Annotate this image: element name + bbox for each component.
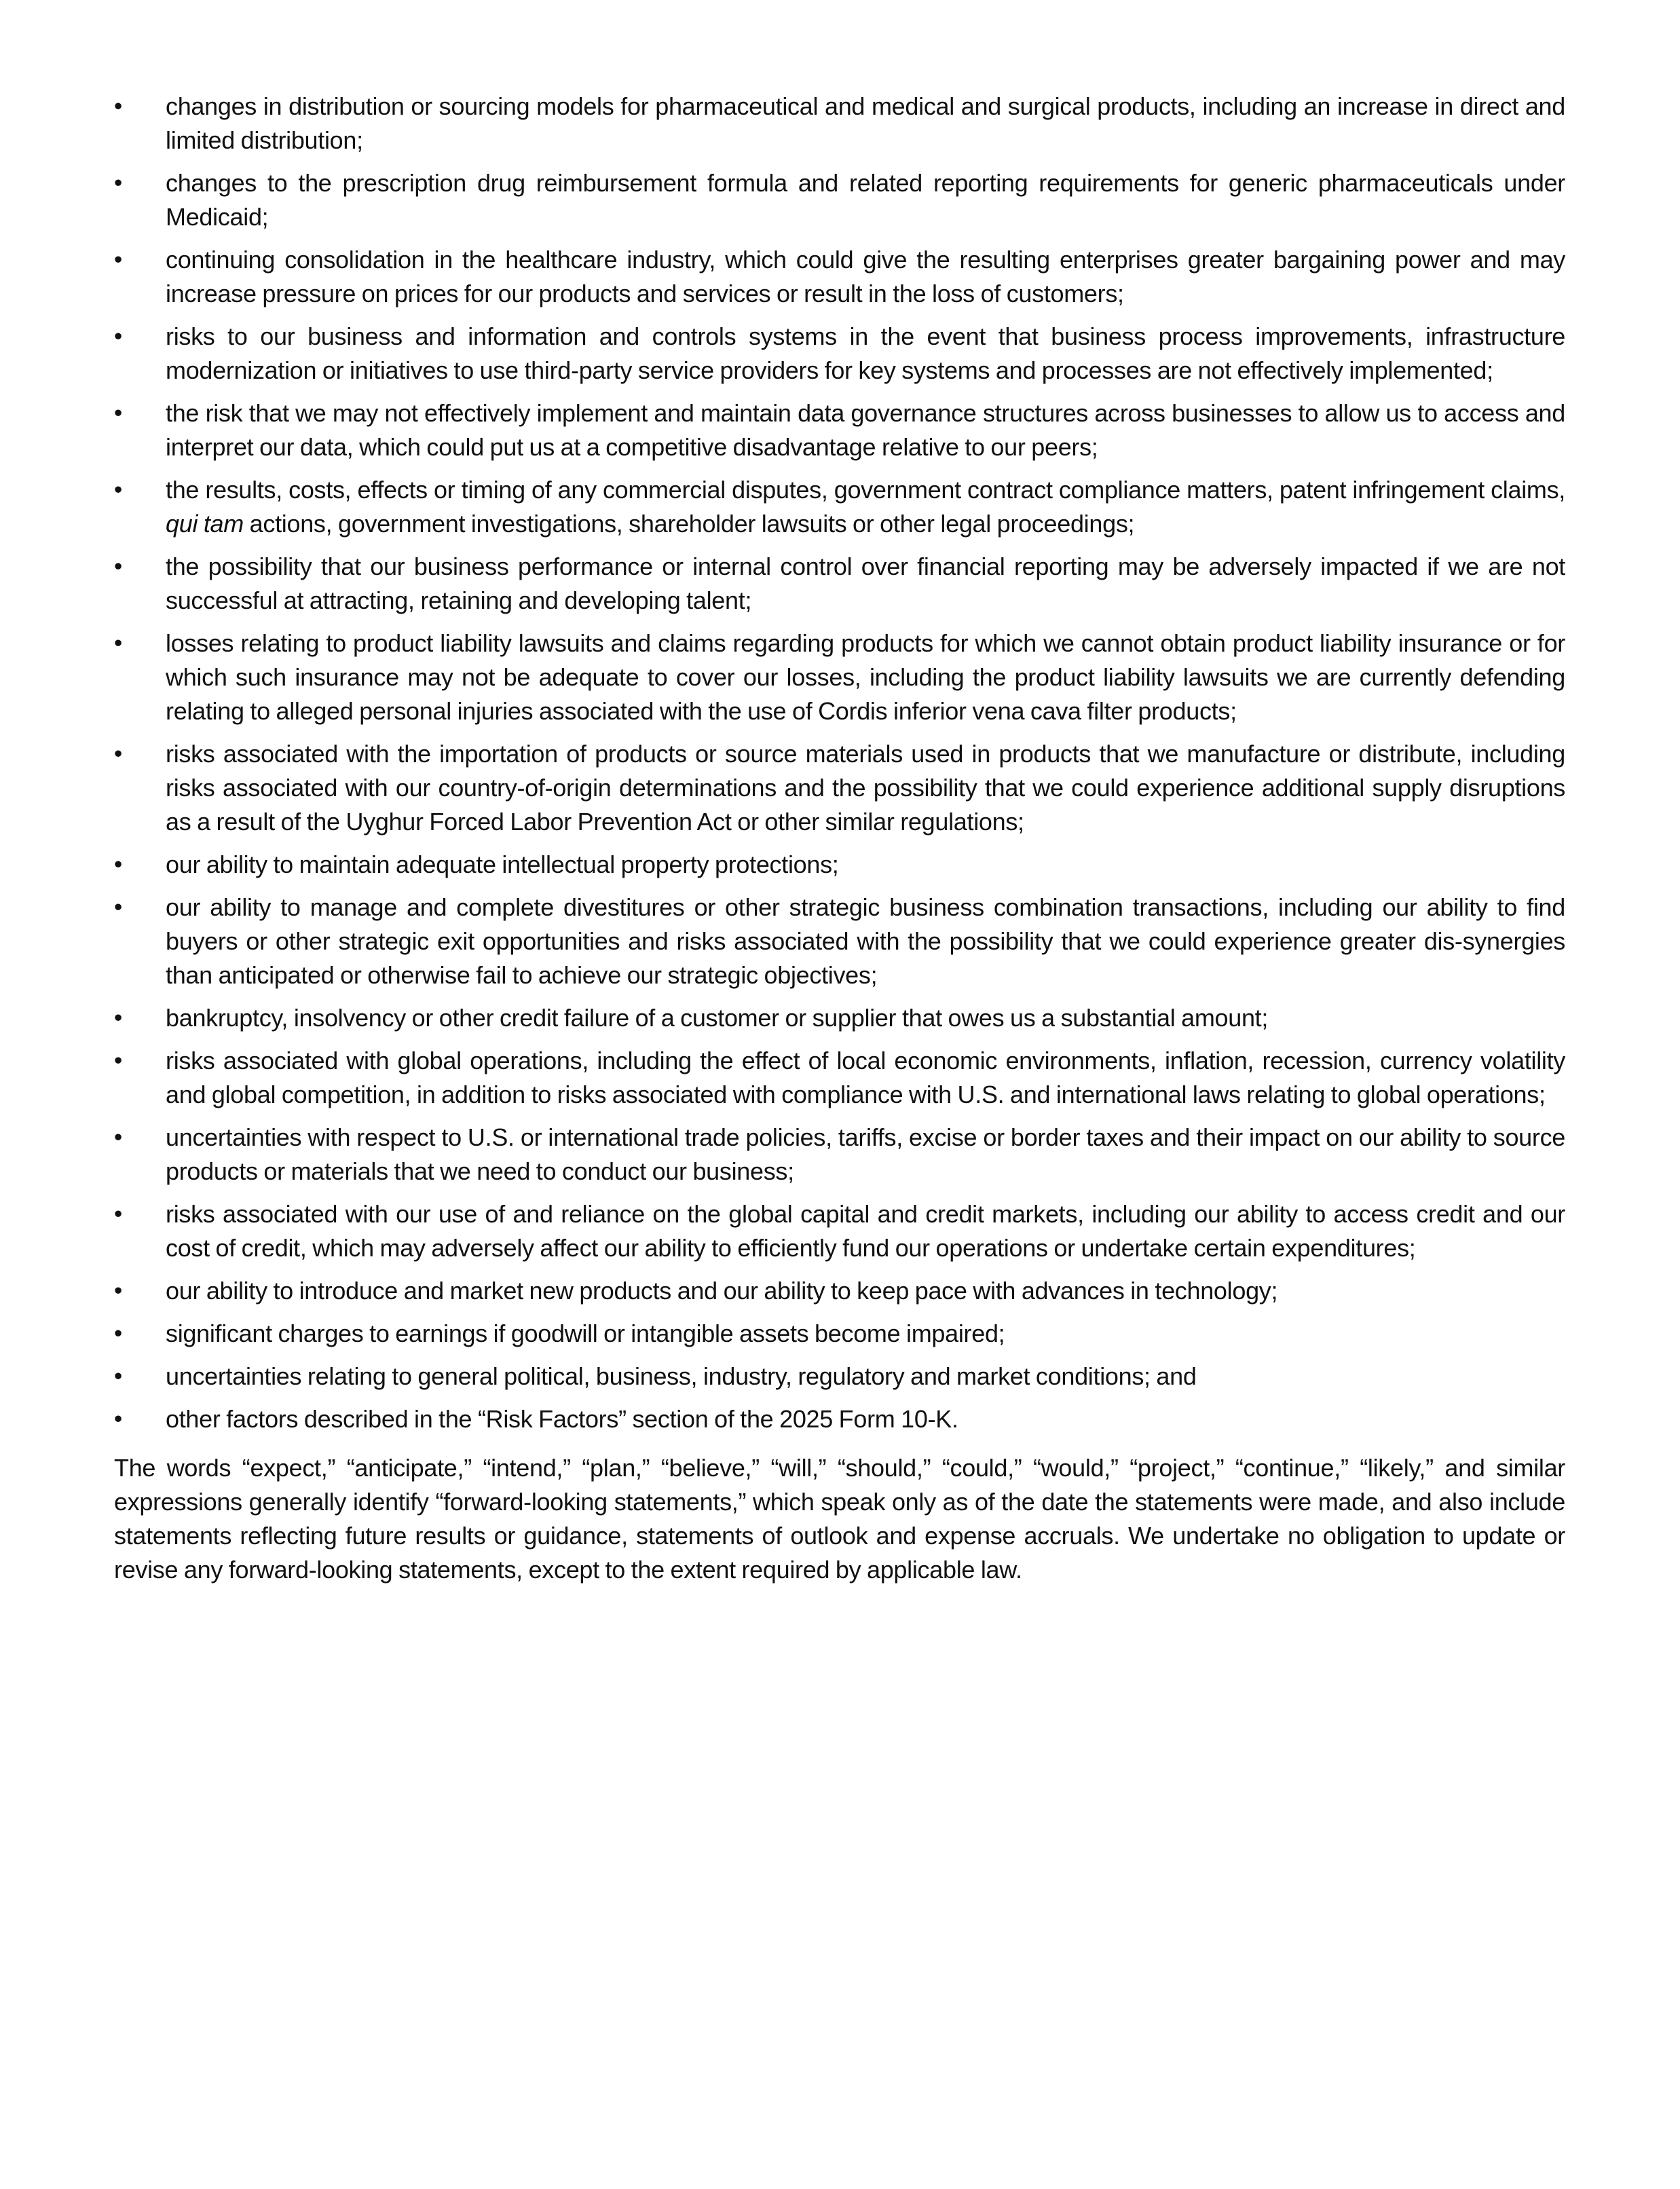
list-item-text: our ability to introduce and market new products and our ability to keep pace with advances in technology; [166,1277,1278,1305]
list-item [114,891,1565,992]
list-item-text: risks associated with our use of and reliance on the global capital and credit markets, including our ability to access credit and our cost of credit, which may adversely affect our ability to efficiently fund our operations or undertake certain expenditures; [166,1200,1565,1262]
list-item [114,1317,1565,1351]
bullet-icon: • [114,476,123,503]
risk-factor-list [114,90,1565,1445]
list-item-text: uncertainties relating to general political, business, industry, regulatory and market conditions; and [166,1362,1197,1390]
bullet-icon: • [114,1201,123,1227]
bullet-icon: • [114,93,123,119]
bullet-icon: • [114,1047,123,1074]
bullet-icon: • [114,323,123,350]
list-item-text: the risk that we may not effectively implement and maintain data governance structures across businesses to allow us to access and interpret our data, which could put us at a competitive disadvantage relative to our peers; [166,399,1565,461]
list-item-text: changes in distribution or sourcing models for pharmaceutical and medical and surgical products, including an increase in direct and limited distribution; [166,92,1565,154]
bullet-icon: • [114,1005,123,1031]
list-item-text-part: the results, costs, effects or timing of any commercial disputes, government contract compliance matters, patent infringement claims, [166,476,1565,504]
bullet-icon: • [114,400,123,426]
list-item [114,320,1565,388]
forward-looking-statements-paragraph: The words “expect,” “anticipate,” “intend,” “plan,” “believe,” “will,” “should,” “could,” “would,” “project,” “continue,” “likely,” and similar expressions generally identify “forward-looking statements,” which speak only as of the date the statements were made, and also include statements reflecting future results or guidance, statements of outlook and expense accruals. We undertake no obligation to update or revise any forward-looking statements, except to the extent required by applicable law. [114,1454,1565,1584]
bullet-icon: • [114,1363,123,1389]
bullet-icon: • [114,1124,123,1150]
list-item-text: changes to the prescription drug reimbursement formula and related reporting requirements for generic pharmaceuticals under Medicaid; [166,169,1565,231]
list-item [114,1197,1565,1265]
list-item-text: the possibility that our business performance or internal control over financial reporting may be adversely impacted if we are not successful at attracting, retaining and developing talent; [166,553,1565,614]
list-item-text: other factors described in the “Risk Factors” section of the 2025 Form 10-K. [166,1405,958,1433]
list-item-text [166,473,1565,541]
list-item-text: risks to our business and information and controls systems in the event that business process improvements, infrastructure modernization or initiatives to use third-party service providers for key systems and processes are not effectively implemented; [166,322,1565,384]
list-item [114,90,1565,157]
bullet-icon: • [114,630,123,656]
list-item [114,243,1565,311]
list-item-text: losses relating to product liability lawsuits and claims regarding products for which we cannot obtain product liability insurance or for which such insurance may not be adequate to cover our losses, including the product liability lawsuits we are currently defending relating to alleged personal injuries associated with the use of Cordis inferior vena cava filter products; [166,629,1565,725]
list-item-text: risks associated with global operations, including the effect of local economic environments, inflation, recession, currency volatility and global competition, in addition to risks associated with compliance with U.S. and international laws relating to global operations; [166,1047,1565,1108]
list-item [114,848,1565,882]
bullet-icon: • [114,741,123,767]
italic-term: qui tam [166,510,244,538]
list-item [114,550,1565,618]
list-item [114,737,1565,839]
list-item [114,473,1565,541]
list-item [114,626,1565,728]
bullet-icon: • [114,1320,123,1347]
list-item-text-part: actions, government investigations, shareholder lawsuits or other legal proceedings; [243,510,1135,538]
list-item-text: our ability to manage and complete divestitures or other strategic business combination transactions, including our ability to find buyers or other strategic exit opportunities and risks associated with the possibility that we could experience greater dis-synergies than anticipated or otherwise fail to achieve our strategic objectives; [166,893,1565,989]
list-item-text: risks associated with the importation of products or source materials used in products that we manufacture or distribute, including risks associated with our country-of-origin determinations and the possibility that we could experience additional supply disruptions as a result of the Uyghur Forced Labor Prevention Act or other similar regulations; [166,740,1565,836]
list-item [114,166,1565,234]
list-item [114,396,1565,464]
list-item [114,1001,1565,1035]
list-item-text: uncertainties with respect to U.S. or international trade policies, tariffs, excise or border taxes and their impact on our ability to source products or materials that we need to conduct our business; [166,1123,1565,1185]
bullet-icon: • [114,553,123,580]
list-item [114,1044,1565,1112]
bullet-icon: • [114,246,123,273]
list-item-text: significant charges to earnings if goodwill or intangible assets become impaired; [166,1320,1005,1347]
bullet-icon: • [114,894,123,920]
list-item [114,1360,1565,1393]
bullet-icon: • [114,1406,123,1432]
list-item-text: our ability to maintain adequate intellectual property protections; [166,850,839,878]
bullet-icon: • [114,851,123,878]
bullet-icon: • [114,170,123,196]
list-item [114,1121,1565,1189]
list-item-text: bankruptcy, insolvency or other credit failure of a customer or supplier that owes us a substantial amount; [166,1004,1269,1032]
list-item [114,1402,1565,1436]
list-item-text: continuing consolidation in the healthcare industry, which could give the resulting enterprises greater bargaining power and may increase pressure on prices for our products and services or result in the loss of customers; [166,246,1565,307]
list-item [114,1274,1565,1308]
bullet-icon: • [114,1277,123,1304]
